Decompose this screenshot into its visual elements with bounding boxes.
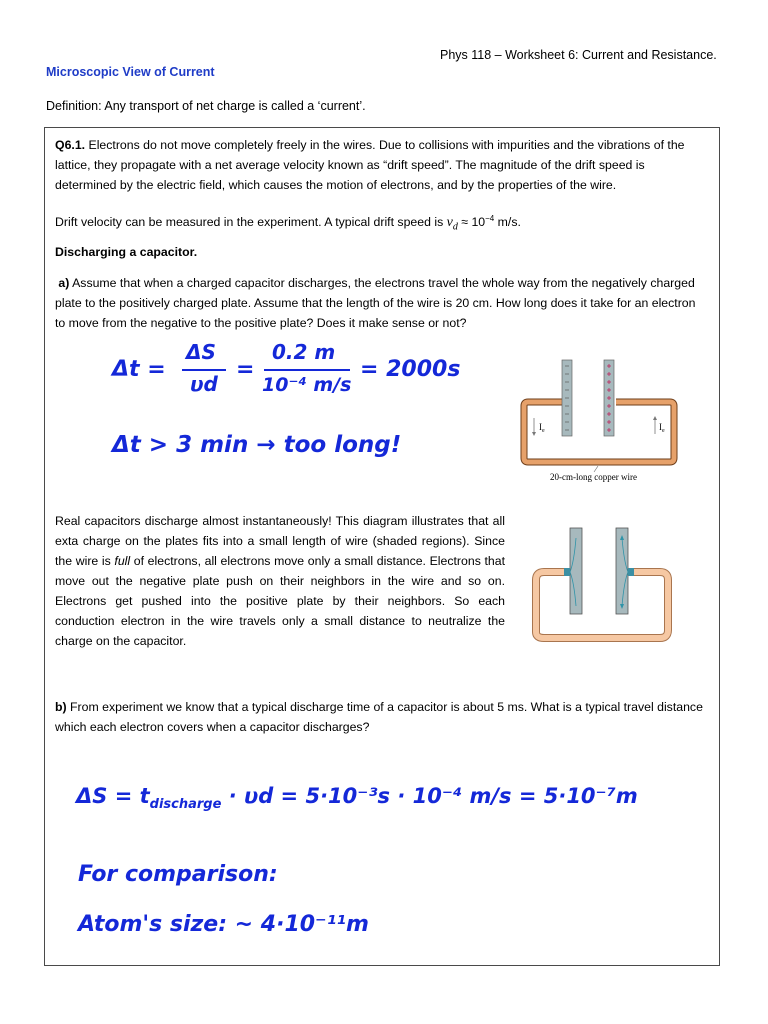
drift-symbol: v xyxy=(446,215,453,231)
drift-subscript: d xyxy=(452,221,458,233)
part-a-text: Assume that when a charged capacitor discharges, the electrons travel the whole way from the negatively charged plate to the positively charged plate. Assume that the length of the wire is 20 cm. How long does it take for an electron to move from the negative to the positive plate? Does it make sense or not? xyxy=(55,276,696,330)
hw-frac1-num: ΔS xyxy=(186,340,216,364)
current-label-right: $I_e$ xyxy=(659,422,665,434)
q61-intro xyxy=(55,135,705,195)
q61-label: Q6.1. xyxy=(55,138,86,152)
part-b-text: From experiment we know that a typical discharge time of a capacitor is about 5 ms. What is a typical travel distance which each electron covers when a capacitor discharges? xyxy=(55,700,703,734)
hw-frac2-bar xyxy=(262,368,352,372)
part-b-label: b) xyxy=(55,700,67,714)
definition-text: Definition: Any transport of net charge is called a ‘current’. xyxy=(46,99,366,113)
hw-for-comparison: For comparison: xyxy=(78,862,278,887)
drift-velocity-line xyxy=(55,209,705,238)
hw-frac2-den: 10⁻⁴ m/s xyxy=(262,374,352,396)
hw-frac2-num: 0.2 m xyxy=(272,340,336,364)
figure-capacitor-wire xyxy=(520,350,700,485)
real-capacitor-text: Real capacitors discharge almost instantaneously! This diagram illustrates that all exta charge on the plates fits into a small length of wire (shaded regions). Since the wire is full of electrons, all electrons move only a small distance. Electrons that move out the negative plate push on their neighbors in the wire and so on. Electrons get pushed into the positive plate by their neighbors. So each conduction electron in the wire travels only a small distance to neutralize the charge on the capacitor. xyxy=(55,514,505,648)
hw-delta-t: Δt = xyxy=(112,357,166,382)
hw-result1: = 2000s xyxy=(360,357,461,382)
hw-too-long: Δt > 3 min → too long! xyxy=(112,432,402,458)
part-b xyxy=(55,697,705,737)
hw-discharge-sub: discharge xyxy=(149,797,222,813)
hw-frac1-den: υd xyxy=(190,372,218,396)
figure-shaded-regions xyxy=(532,522,674,644)
current-label-left: $I_e$ xyxy=(539,422,545,434)
hw-distance-calc: $\Delta S = t_{discharge} \cdot \upsilon d = 5\cdot 10^{-3}s \cdot 10^{-4}$ m/s = 5·10⁻⁷m xyxy=(76,784,638,813)
drift-exponent: −4 xyxy=(485,214,495,223)
hw-eq1: = xyxy=(236,357,255,382)
part-a xyxy=(55,273,705,333)
q61-intro-text: Electrons do not move completely freely in the wires. Due to collisions with impurities and the vibrations of the lattice, they propagate with a net average velocity known as “drift speed”. The magnitude of the drift speed is determined by the electric field, which causes the motion of electrons, and by the properties of the wire. xyxy=(55,138,685,192)
full-emphasis: full xyxy=(114,554,131,568)
part-a-label: a) xyxy=(58,276,70,290)
worksheet-title: Phys 118 – Worksheet 6: Current and Resistance. xyxy=(440,48,717,62)
figure1-caption: 20-cm-long copper wire xyxy=(550,472,637,482)
drift-value: ≈ 10 xyxy=(457,215,486,230)
drift-text: Drift velocity can be measured in the experiment. A typical drift speed is xyxy=(55,215,447,230)
subheading: Discharging a capacitor. xyxy=(55,245,198,259)
hw-atom-size: Atom's size: ~ 4·10⁻¹¹m xyxy=(78,912,369,937)
section-title: Microscopic View of Current xyxy=(46,65,215,79)
drift-unit: m/s. xyxy=(494,215,521,230)
